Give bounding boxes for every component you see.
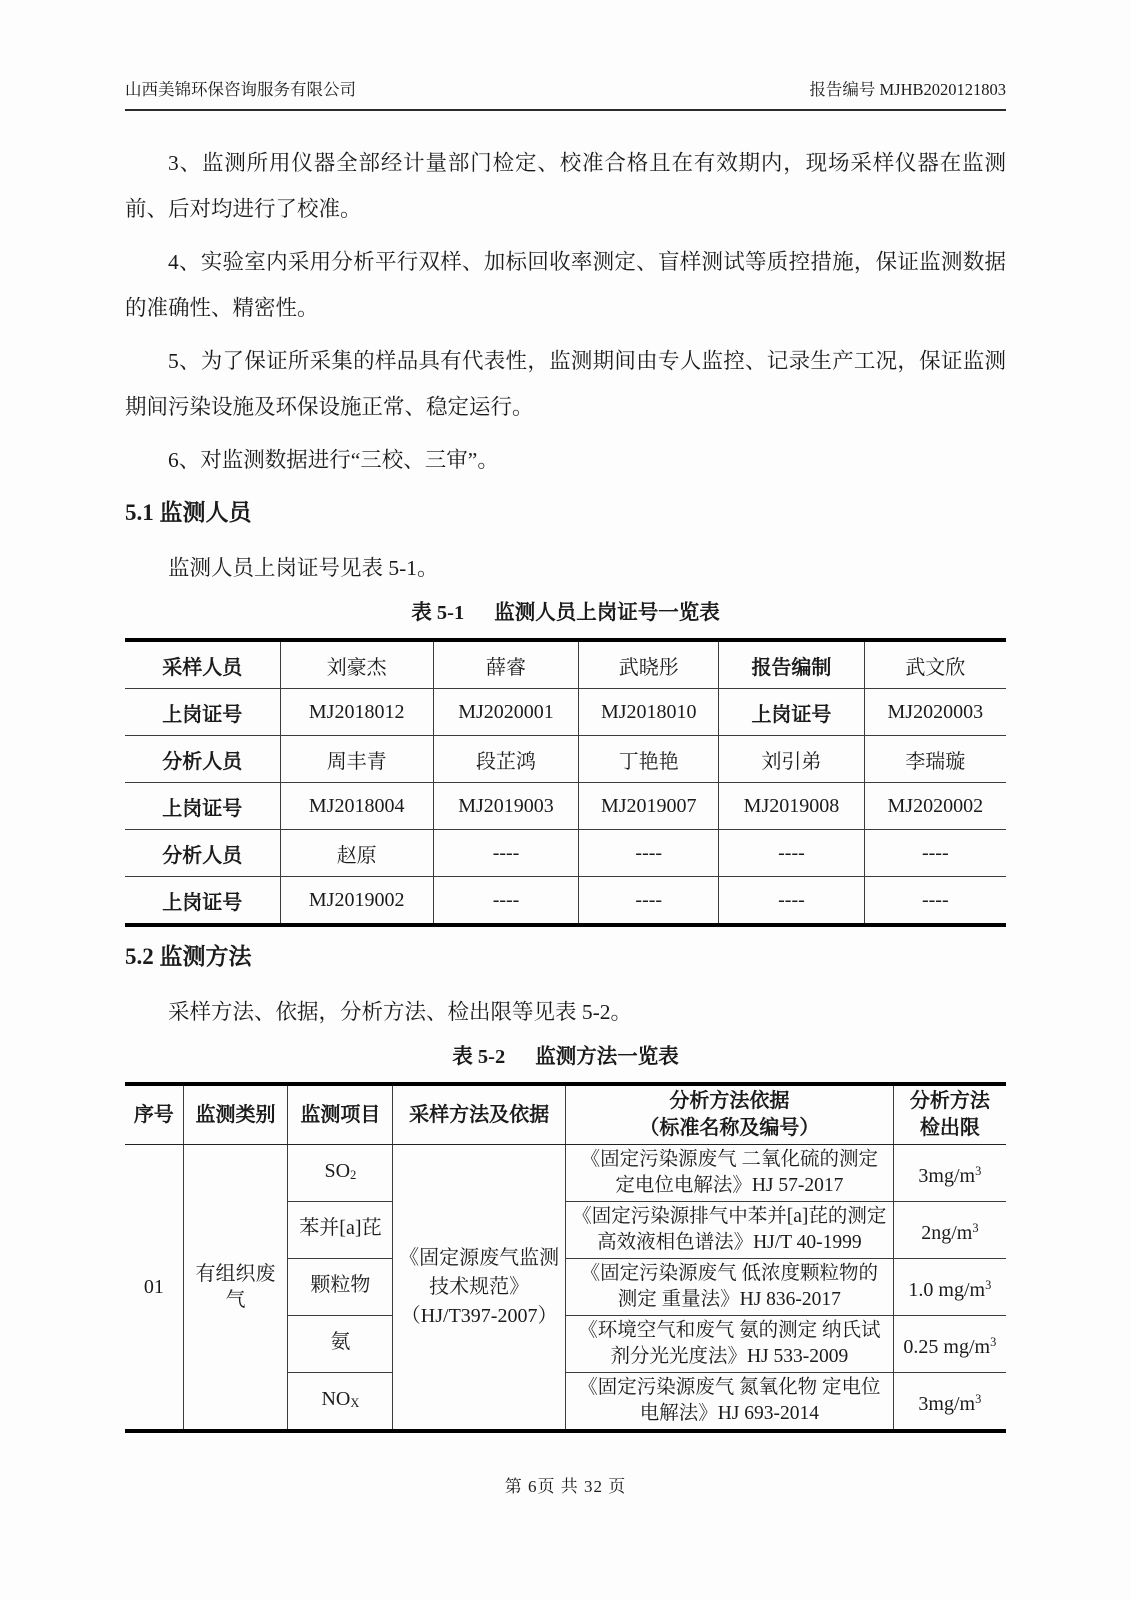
table-5-1-caption-label: 表 5-1 <box>411 602 465 624</box>
table-cell: ---- <box>579 877 719 926</box>
row-label: 上岗证号 <box>125 877 280 926</box>
table-cell: MJ2019007 <box>579 783 719 830</box>
limit-superscript: 3 <box>975 1391 982 1406</box>
item-name: NO <box>321 1387 351 1410</box>
table-row <box>125 783 1006 830</box>
table-cell: ---- <box>864 877 1006 926</box>
table-cell: 周丰青 <box>280 736 433 783</box>
table-row <box>125 877 1006 926</box>
limit-superscript: 3 <box>972 1220 979 1235</box>
table-row <box>125 830 1006 877</box>
table-cell: MJ2019008 <box>719 783 864 830</box>
table-cell: 武文欣 <box>864 640 1006 689</box>
item-cell <box>288 1202 393 1259</box>
seq-cell: 01 <box>125 1145 183 1432</box>
limit-value: 3mg/m <box>918 1164 976 1187</box>
company-name: 山西美锦环保咨询服务有限公司 <box>125 80 356 99</box>
analysis-method-cell: 《固定污染源废气 低浓度颗粒物的测定 重量法》HJ 836-2017 <box>565 1259 893 1316</box>
table-cell: 李瑞璇 <box>864 736 1006 783</box>
table-cell: MJ2018012 <box>280 689 433 736</box>
item-subscript: X <box>350 1396 360 1411</box>
table-cell: ---- <box>433 830 578 877</box>
limit-value: 2ng/m <box>921 1221 973 1244</box>
row-label: 上岗证号 <box>125 783 280 830</box>
column-header-analysis-line1: 分析方法依据 <box>669 1090 790 1112</box>
row-label: 分析人员 <box>125 736 280 783</box>
detection-limit-cell <box>893 1202 1006 1259</box>
table-5-1-caption <box>125 599 1006 627</box>
table-5-1 <box>125 638 1006 927</box>
table-cell: MJ2020001 <box>433 689 578 736</box>
column-header-item: 监测项目 <box>288 1084 393 1145</box>
limit-value: 0.25 mg/m <box>903 1335 991 1358</box>
row-label: 上岗证号 <box>125 689 280 736</box>
item-cell <box>288 1373 393 1432</box>
detection-limit-cell <box>893 1145 1006 1202</box>
page-footer <box>0 1472 1131 1497</box>
table-cell: MJ2018010 <box>579 689 719 736</box>
section-heading-5-1: 5.1 监测人员 <box>125 500 252 525</box>
item-name: 颗粒物 <box>310 1273 371 1296</box>
paragraph-4: 4、实验室内采用分析平行双样、加标回收率测定、盲样测试等质控措施，保证监测数据的准确性、精密性。 <box>125 250 1006 320</box>
table-cell: MJ2019003 <box>433 783 578 830</box>
sampling-method-cell: 《固定源废气监测技术规范》（HJ/T397-2007） <box>393 1145 566 1432</box>
section-5-2-intro: 采样方法、依据，分析方法、检出限等见表 5-2。 <box>168 1000 633 1024</box>
analysis-method-cell: 《固定污染源废气 二氧化硫的测定 定电位电解法》HJ 57-2017 <box>565 1145 893 1202</box>
limit-superscript: 3 <box>985 1277 992 1292</box>
table-header-row <box>125 1084 1006 1145</box>
table-cell: 赵原 <box>280 830 433 877</box>
column-header-analysis <box>565 1084 893 1145</box>
table-5-1-caption-title: 监测人员上岗证号一览表 <box>494 602 720 624</box>
table-cell: ---- <box>433 877 578 926</box>
column-header-limit-line2: 检出限 <box>919 1117 980 1139</box>
table-cell: 刘引弟 <box>719 736 864 783</box>
row-label: 采样人员 <box>125 640 280 689</box>
section-heading-5-2: 5.2 监测方法 <box>125 944 252 969</box>
table-cell: MJ2018004 <box>280 783 433 830</box>
item-subscript: 2 <box>350 1168 357 1183</box>
item-cell <box>288 1145 393 1202</box>
column-header-seq: 序号 <box>125 1084 183 1145</box>
table-cell: 段芷鸿 <box>433 736 578 783</box>
column-header-limit-line1: 分析方法 <box>909 1090 990 1112</box>
table-row <box>125 640 1006 689</box>
column-header-category: 监测类别 <box>183 1084 288 1145</box>
analysis-method-cell: 《固定污染源排气中苯并[a]芘的测定 高效液相色谱法》HJ/T 40-1999 <box>565 1202 893 1259</box>
item-name: 氨 <box>330 1330 351 1353</box>
table-5-2-caption-label: 表 5-2 <box>452 1046 506 1068</box>
table-5-2-caption-title: 监测方法一览表 <box>535 1046 679 1068</box>
page-content <box>125 140 1006 1433</box>
column-header-analysis-line2: （标准名称及编号） <box>639 1117 820 1139</box>
limit-superscript: 3 <box>990 1334 997 1349</box>
table-row <box>125 689 1006 736</box>
table-cell: ---- <box>864 830 1006 877</box>
table-cell: ---- <box>579 830 719 877</box>
page-header <box>125 76 1006 111</box>
column-header-limit <box>893 1084 1006 1145</box>
limit-value: 1.0 mg/m <box>908 1278 986 1301</box>
page-number: 第 6页 共 32 页 <box>504 1477 627 1496</box>
table-cell: MJ2019002 <box>280 877 433 926</box>
column-header-sampling: 采样方法及依据 <box>393 1084 566 1145</box>
limit-value: 3mg/m <box>918 1392 976 1415</box>
category-cell: 有组织废气 <box>183 1145 288 1432</box>
paragraph-5: 5、为了保证所采集的样品具有代表性，监测期间由专人监控、记录生产工况，保证监测期间污染设施及环保设施正常、稳定运行。 <box>125 349 1006 419</box>
table-cell: MJ2020003 <box>864 689 1006 736</box>
section-5-1-intro: 监测人员上岗证号见表 5-1。 <box>168 556 439 580</box>
item-name: SO <box>324 1159 351 1182</box>
table-5-2-caption <box>125 1043 1006 1071</box>
detection-limit-cell <box>893 1259 1006 1316</box>
paragraph-3: 3、监测所用仪器全部经计量部门检定、校准合格且在有效期内，现场采样仪器在监测前、后对均进行了校准。 <box>125 151 1006 221</box>
table-cell: 薛睿 <box>433 640 578 689</box>
table-5-2 <box>125 1082 1006 1433</box>
table-cell: ---- <box>719 830 864 877</box>
paragraph-6: 6、对监测数据进行“三校、三审”。 <box>168 448 499 472</box>
analysis-method-cell: 《固定污染源废气 氮氧化物 定电位电解法》HJ 693-2014 <box>565 1373 893 1432</box>
item-name: 苯并[a]芘 <box>299 1216 382 1239</box>
table-cell: MJ2020002 <box>864 783 1006 830</box>
report-number: 报告编号 MJHB2020121803 <box>809 80 1006 99</box>
detection-limit-cell <box>893 1316 1006 1373</box>
table-cell: 丁艳艳 <box>579 736 719 783</box>
item-cell <box>288 1259 393 1316</box>
table-row <box>125 736 1006 783</box>
analysis-method-cell: 《环境空气和废气 氨的测定 纳氏试剂分光光度法》HJ 533-2009 <box>565 1316 893 1373</box>
table-row <box>125 1145 1006 1202</box>
detection-limit-cell <box>893 1373 1006 1432</box>
row-label: 上岗证号 <box>719 689 864 736</box>
table-cell: ---- <box>719 877 864 926</box>
table-cell: 武晓彤 <box>579 640 719 689</box>
limit-superscript: 3 <box>975 1163 982 1178</box>
row-label: 分析人员 <box>125 830 280 877</box>
table-cell: 刘豪杰 <box>280 640 433 689</box>
row-label: 报告编制 <box>719 640 864 689</box>
item-cell <box>288 1316 393 1373</box>
